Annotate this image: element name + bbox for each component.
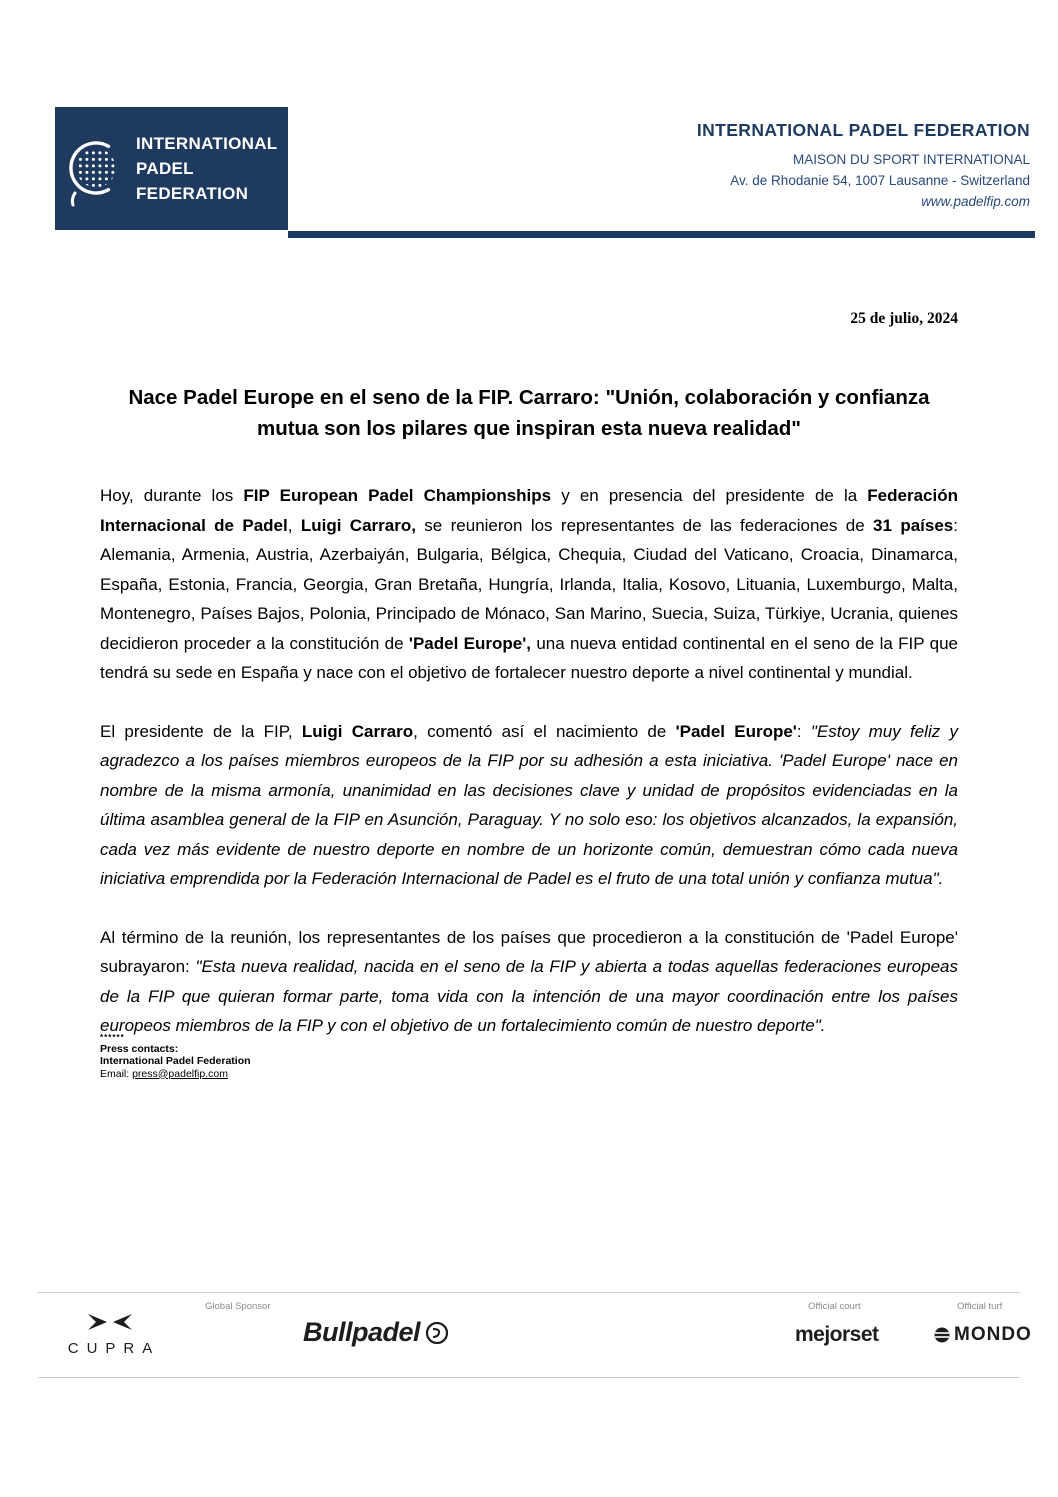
letterhead-building: MAISON DU SPORT INTERNATIONAL [792,152,1030,167]
mejorset-wordmark: mejorset [795,1323,879,1346]
mondo-wordmark: MONDO [954,1324,1032,1345]
press-email-line [100,1068,958,1081]
fip-logo-text [136,131,277,206]
cupra-logo-icon [87,1313,133,1331]
press-contacts-label: Press contacts: [100,1042,179,1055]
bullpadel-emblem-icon [425,1321,449,1345]
logo-line-2: PADEL [136,159,194,178]
letterhead-website-link[interactable]: www.padelfip.com [921,194,1030,209]
email-link[interactable]: press@padelfip.com [132,1067,228,1080]
header-divider [288,231,1035,238]
bullpadel-logo [266,1317,486,1348]
document-content [100,310,958,1080]
email-label: Email: [100,1067,133,1080]
letterhead [697,120,1030,209]
official-court-label: Official court [808,1301,861,1312]
sponsor-strip [38,1292,1032,1378]
separator-asterisks: ****** [100,1032,125,1042]
official-turf-label: Official turf [957,1301,1003,1312]
headline: Nace Padel Europe en el seno de la FIP. Carraro: "Unión, colaboración y confianza mutua son los pilares que inspiran esta nueva realidad" [128,386,930,440]
letterhead-address: Av. de Rhodanie 54, 1007 Lausanne - Switzerland [730,173,1030,188]
mondo-logo [934,1324,1032,1346]
bullpadel-wordmark: Bullpadel [302,1317,420,1347]
fip-logo-box [55,107,288,230]
body-paragraphs [100,481,958,1041]
document-date: 25 de julio, 2024 [850,310,958,327]
logo-line-3: FEDERATION [136,184,249,203]
paragraph: Al término de la reunión, los representantes de los países que procedieron a la constitución de 'Padel Europe' subrayaron: "Esta nueva realidad, nacida en el seno de la FIP y abierta a todas aquellas federaciones europeas de la FIP que quieran formar parte, toma vida con la intención de una mayor coordinación entre los países europeos miembros de la FIP y con el objetivo de un fortalecimiento común de nuestro deporte". [100,927,958,1035]
cupra-logo [45,1313,175,1357]
letterhead-org-name: INTERNATIONAL PADEL FEDERATION [696,120,1030,140]
cupra-wordmark: CUPRA [67,1340,161,1357]
paragraph: El presidente de la FIP, Luigi Carraro, comentó así el nacimiento de 'Padel Europe': "Estoy muy feliz y agradezco a los países miembros europeos de la FIP por su adhesión a esta iniciativa. 'Padel Europe' nace en nombre de la misma armonía, unanimidad en las decisiones clave y unidad de propósitos evidenciadas en la última asamblea general de la FIP en Asunción, Paraguay. Y no solo eso: los objetivos alcanzados, la expansión, cada vez más evidente de nuestro deporte en nombre de un horizonte común, demuestran cómo cada nueva iniciativa emprendida por la Federación Internacional de Padel es el fruto de una total unión y confianza mutua". [100,721,958,888]
global-sponsor-label: Global Sponsor [205,1301,271,1312]
paragraph: Hoy, durante los FIP European Padel Championships y en presencia del presidente de la Federación Internacional de Padel, Luigi Carraro, se reunieron los representantes de las federaciones de 31 países: Alemania, Armenia, Austria, Azerbaiyán, Bulgaria, Bélgica, Chequia, Ciudad del Vaticano, Croacia, Dinamarca, España, Estonia, Francia, Georgia, Gran Bretaña, Hungría, Irlanda, Italia, Kosovo, Lituania, Luxemburgo, Malta, Montenegro, Países Bajos, Polonia, Principado de Mónaco, San Marino, Suecia, Suiza, Türkiye, Ucrania, quienes decidieron proceder a la constitución de 'Padel Europe', una nueva entidad continental en el seno de la FIP que tendrá su sede en España y nace con el objetivo de fortalecer nuestro deporte a nivel continental y mundial. [100,486,958,682]
mejorset-logo [795,1323,879,1347]
padel-racket-icon [65,131,127,207]
mondo-globe-icon [934,1327,950,1343]
logo-line-1: INTERNATIONAL [136,134,278,153]
press-org-name: International Padel Federation [100,1055,251,1067]
